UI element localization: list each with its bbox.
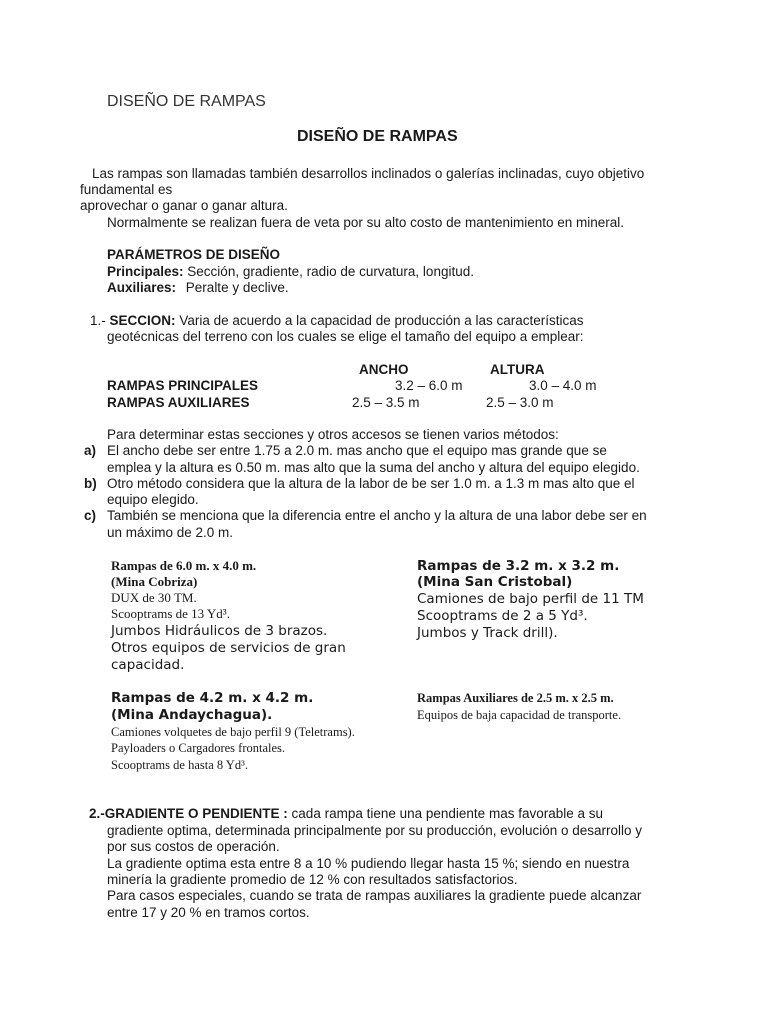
auxiliares-text: Peralte y declive. bbox=[185, 280, 289, 295]
example-mine: (Mina Andaychagua). bbox=[111, 707, 273, 723]
intro-line: Normalmente se realizan fuera de veta por su alto costo de mantenimiento en mineral. bbox=[107, 215, 625, 230]
example-title: Rampas de 6.0 m. x 4.0 m. bbox=[111, 558, 257, 573]
example-title: Rampas de 4.2 m. x 4.2 m. bbox=[111, 690, 314, 706]
parametros-principales bbox=[107, 264, 474, 280]
list-marker: a) bbox=[84, 443, 97, 458]
list-item-text: El ancho debe ser entre 1.75 a 2.0 m. mas ancho que el equipo mas grande que se bbox=[107, 443, 607, 458]
example-line: Jumbos Hidráulicos de 3 brazos. bbox=[111, 623, 328, 639]
table-cell-altura: 3.0 – 4.0 m bbox=[529, 378, 597, 393]
example-line: capacidad. bbox=[111, 657, 185, 673]
page-title: DISEÑO DE RAMPAS bbox=[297, 128, 458, 145]
example-line: Camiones volquetes de bajo perfil 9 (Teletrams). bbox=[111, 725, 355, 739]
list-marker: b) bbox=[84, 476, 97, 491]
list-item-text: Otro método considera que la altura de la labor de be ser 1.0 m. a 1.3 m mas alto que el bbox=[107, 476, 635, 491]
list-marker: c) bbox=[84, 508, 97, 523]
table-header-ancho: ANCHO bbox=[359, 362, 409, 377]
seccion-label: SECCION: bbox=[109, 313, 176, 328]
seccion-line bbox=[90, 313, 584, 329]
gradiente-line: Para casos especiales, cuando se trata de rampas auxiliares la gradiente puede alcanzar bbox=[107, 888, 642, 903]
example-line: DUX de 30 TM. bbox=[111, 590, 197, 605]
seccion-number: 1.- bbox=[90, 313, 106, 328]
table-cell-altura: 2.5 – 3.0 m bbox=[486, 395, 554, 410]
example-title: Rampas Auxiliares de 2.5 m. x 2.5 m. bbox=[417, 691, 614, 705]
table-header-altura: ALTURA bbox=[490, 362, 545, 377]
list-item-text: equipo elegido. bbox=[107, 492, 199, 507]
example-line: Equipos de baja capacidad de transporte. bbox=[417, 708, 622, 722]
list-item-text: emplea y la altura es 0.50 m. mas alto que la suma del ancho y altura del equipo elegido. bbox=[107, 460, 640, 475]
example-line: Camiones de bajo perfil de 11 TM bbox=[417, 591, 644, 607]
gradiente-line: minería la gradiente promedio de 12 % con resultados satisfactorios. bbox=[107, 872, 518, 887]
table-cell-ancho: 3.2 – 6.0 m bbox=[395, 378, 463, 393]
principales-label: Principales: bbox=[107, 264, 184, 279]
list-item-text: un máximo de 2.0 m. bbox=[107, 525, 234, 540]
gradiente-line: La gradiente optima esta entre 8 a 10 % pudiendo llegar hasta 15 %; siendo en nuestra bbox=[107, 856, 630, 871]
intro-line: aprovechar o ganar o ganar altura. bbox=[80, 198, 288, 213]
auxiliares-label: Auxiliares: bbox=[107, 280, 177, 295]
document-header: DISEÑO DE RAMPAS bbox=[107, 93, 266, 110]
example-line: Scooptrams de 2 a 5 Yd³. bbox=[417, 608, 588, 624]
seccion-text: Varia de acuerdo a la capacidad de producción a las características bbox=[179, 313, 584, 328]
intro-line: Las rampas son llamadas también desarrollos inclinados o galerías inclinadas, cuyo objetivo bbox=[92, 166, 645, 181]
parametros-auxiliares bbox=[107, 280, 289, 296]
principales-text: Sección, gradiente, radio de curvatura, longitud. bbox=[187, 264, 474, 279]
table-cell-ancho: 2.5 – 3.5 m bbox=[352, 395, 420, 410]
gradiente-line: gradiente optima, determinada principalmente por su producción, evolución o desarrollo y bbox=[107, 823, 643, 838]
example-line: Payloaders o Cargadores frontales. bbox=[111, 741, 286, 755]
example-line: Jumbos y Track drill). bbox=[417, 625, 558, 641]
gradiente-text: cada rampa tiene una pendiente mas favorable a su bbox=[291, 806, 604, 821]
intro-line: fundamental es bbox=[80, 182, 173, 197]
example-mine: (Mina Cobriza) bbox=[111, 574, 198, 589]
gradiente-line: entre 17 y 20 % en tramos cortos. bbox=[107, 905, 310, 920]
gradiente-line: por sus costos de operación. bbox=[107, 839, 280, 854]
example-line: Scooptrams de hasta 8 Yd³. bbox=[111, 758, 248, 772]
seccion-line: geotécnicas del terreno con los cuales se elige el tamaño del equipo a emplear: bbox=[107, 329, 584, 344]
gradiente-line bbox=[89, 806, 603, 822]
example-title: Rampas de 3.2 m. x 3.2 m. bbox=[417, 558, 620, 574]
example-line: Otros equipos de servicios de gran bbox=[111, 640, 346, 656]
example-line: Scooptrams de 13 Yd³. bbox=[111, 606, 230, 621]
table-row-label: RAMPAS PRINCIPALES bbox=[107, 378, 259, 393]
gradiente-label: 2.-GRADIENTE O PENDIENTE : bbox=[89, 806, 288, 821]
metodos-intro: Para determinar estas secciones y otros accesos se tienen varios métodos: bbox=[107, 427, 559, 442]
example-mine: (Mina San Cristobal) bbox=[417, 574, 573, 590]
list-item-text: También se menciona que la diferencia entre el ancho y la altura de una labor debe ser en bbox=[107, 508, 647, 523]
table-row-label: RAMPAS AUXILIARES bbox=[107, 395, 250, 410]
parametros-heading: PARÁMETROS DE DISEÑO bbox=[107, 247, 281, 262]
